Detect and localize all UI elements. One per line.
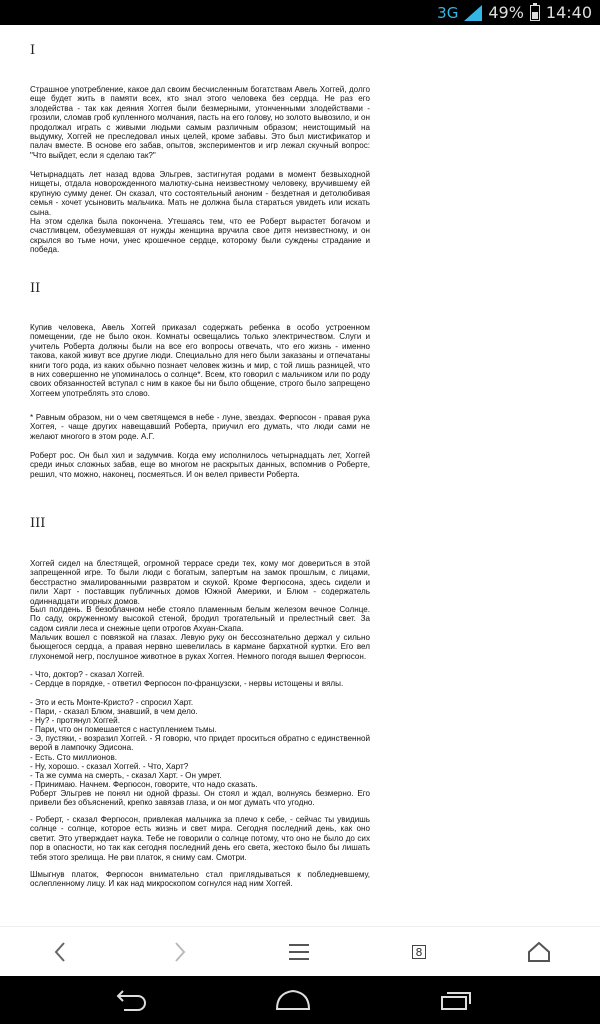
android-home-icon (274, 989, 312, 1011)
dialogue-line: - Пари, - сказал Блюм, знавший, в чем дело. (30, 707, 198, 716)
dialogue-line: - Пари, что он помешается с наступлением тьмы. (30, 725, 217, 734)
clock: 14:40 (545, 3, 592, 22)
status-bar (0, 0, 600, 25)
dialogue-line: - Сердце в порядке, - ответил Фергюсон по-французски, - нервы истощены и вялы. (30, 679, 344, 688)
dialogue-line: - Э, пустяки, - возразил Хоггей. - Я говорю, что придет проситься обратно с единственной верой в лампочку Эдисона. (30, 734, 370, 753)
dialogue-line: - Это и есть Монте-Кристо? - спросил Харт. (30, 698, 194, 707)
system-nav-bar (0, 976, 600, 1024)
back-button[interactable] (43, 935, 77, 969)
paragraph: Роберт рос. Он был хил и задумчив. Когда ему исполнилось четырнадцать лет, Хоггей среди иных сложных забав, еще во многом не раскрытых данных, вспомнив о Роберте, решил, что можно, наконец, посмеяться. И он велел привести Роберта. (30, 451, 370, 479)
paragraph: Купив человека, Авель Хоггей приказал содержать ребенка в особо устроенном помещении, где не было окон. Комнаты освещались только электричеством. Слуги и учитель Роберта должны были на все его вопросы отвечать, что его жизнь - именно такова, какой живут все другие люди. Специально для него были заказаны и отпечатаны книги того рода, из каких обычно познает человек жизнь и мир, с той лишь разницей, что в них совершенно не упоминалось о солнце*. Всем, кто говорил с мальчиком или по роду своих обязанностей вступал с ним в какое бы ни было общение, строго было запрещено Хоггеем употреблять это слово. (30, 323, 370, 398)
tabs-count-icon: 8 (412, 945, 426, 959)
system-recents-button[interactable] (432, 984, 480, 1016)
battery-icon (530, 5, 540, 21)
system-back-button[interactable] (106, 984, 154, 1016)
tabs-button[interactable] (402, 935, 436, 969)
paragraph: Шмыгнув платок, Фергюсон внимательно стал приглядываться к побледневшему, ослепленному лицу. И как над микроскопом согнулся над ним Хоггей. (30, 870, 370, 889)
dialogue-line: - Есть. Сто миллионов. (30, 753, 118, 762)
paragraph: - Роберт, - сказал Фергюсон, привлекая мальчика за плечо к себе, - сейчас ты увидишь солнце - солнце, которое есть жизнь и свет мира. Сегодня последний день, как оно светит. Это утверждает наука. Тебе не говорили о солнце потому, что оно не было до сих пор в опасности, но так как сегодня последний день его света, жестоко было бы лишать тебя этого зрелища. Не рви платок, я сниму сам. Смотри. (30, 815, 370, 862)
paragraph: Мальчик вошел с повязкой на глазах. Левую руку он бессознательно держал у сильно бьющегося сердца, а правая нервно шевелилась в кармане бархатной куртки. Его вел глухонемой негр, послушное животное в руках Хоггея. Немного погодя вышел Фергюсон. (30, 633, 370, 661)
document-view[interactable] (0, 25, 600, 926)
system-home-button[interactable] (269, 984, 317, 1016)
dialogue-line: - Ну, хорошо. - сказал Хоггей. - Что, Харт? (30, 762, 189, 771)
paragraph: Был полдень. В безоблачном небе стояло пламенным белым железом вечное Солнце. По саду, окруженному высокой стеной, бродил трогательный и прелестный свет. За садом сияли леса и снежные цепи отрогов Ахуан-Скапа. (30, 605, 370, 633)
dialogue-line: - Что, доктор? - сказал Хоггей. (30, 670, 145, 679)
menu-icon (288, 942, 310, 962)
paragraph: Четырнадцать лет назад вдова Эльгрев, застигнутая родами в момент безвыходной нищеты, отдала новорожденного малютку-сына неизвестному человеку, вручившему ей крупную сумму денег. Он сказал, что состоятельный аноним - бездетная и детолюбивая семья - хочет усыновить мальчика. Мать не должна была стараться увидеть или искать сына. (30, 170, 370, 217)
android-back-icon (112, 989, 148, 1011)
menu-button[interactable] (282, 935, 316, 969)
home-button[interactable] (522, 935, 556, 969)
section-heading-3: III (30, 516, 46, 531)
dialogue-line: - Ну? - протянул Хоггей. (30, 716, 120, 725)
home-icon (528, 942, 550, 962)
network-type: 3G (437, 3, 459, 22)
chevron-right-icon (173, 941, 187, 963)
chevron-left-icon (53, 941, 67, 963)
android-recents-icon (438, 989, 474, 1011)
browser-toolbar (0, 926, 600, 977)
paragraph: На этом сделка была покончена. Утешаясь тем, что ее Роберт вырастет богачом и счастливцем, обезумевшая от нужды женщина вручила свое дитя неизвестному, и он скрылся во тьме ночи, унес крошечное сердце, которому были суждены страдание и победа. (30, 217, 370, 255)
battery-percent: 49% (488, 3, 524, 22)
footnote: * Равным образом, ни о чем светящемся в небе - луне, звездах. Фергюсон - правая рука Хоггея, - чаще других навещавший Роберта, приучил его думать, что люди сами не желают многого в этом роде. А.Г. (30, 413, 370, 441)
section-heading-1: I (30, 43, 36, 58)
paragraph: Хоггей сидел на блестящей, огромной террасе среди тех, кому мог довериться в этой запрещенной игре. То были люди с богатым, запертым на замок прошлым, с лицами, бесстрастно эмалированными развратом и скукой. Кроме Фергюсона, здесь сидели и пили Харт - поставщик публичных домов Южной Америки, и Блюм - содержатель одиннадцати игорных домов. (30, 559, 370, 606)
dialogue-line: - Та же сумма на смерть, - сказал Харт. - Он умрет. (30, 771, 222, 780)
signal-icon (464, 5, 482, 21)
section-heading-2: II (30, 281, 41, 296)
paragraph: Роберт Эльгрев не понял ни одной фразы. Он стоял и ждал, волнуясь безмерно. Его привели без объяснений, крепко завязав глаза, и он мог думать что угодно. (30, 789, 370, 808)
dialogue-line: - Принимаю. Начнем. Фергюсон, говорите, что надо сказать. (30, 780, 258, 789)
forward-button[interactable] (163, 935, 197, 969)
paragraph: Страшное употребление, какое дал своим бесчисленным богатствам Авель Хоггей, долго еще будет жить в памяти всех, кто знал этого человека без сердца. Не раз его злодейства - так как деяния Хоггея были безмерными, утонченными злодействами - грозили, сломав гроб купленного молчания, пасть на его голову, но золото вывозило, и он продолжал играть с живыми людьми самым различным образом; неистощимый на выдумку, Хоггей не преследовал иных целей, кроме забавы. Это был мистификатор и палач вместе. В основе его забав, опытов, экспериментов и игр лежал скучный вопрос: "Что выйдет, если я сделаю так?" (30, 85, 370, 160)
